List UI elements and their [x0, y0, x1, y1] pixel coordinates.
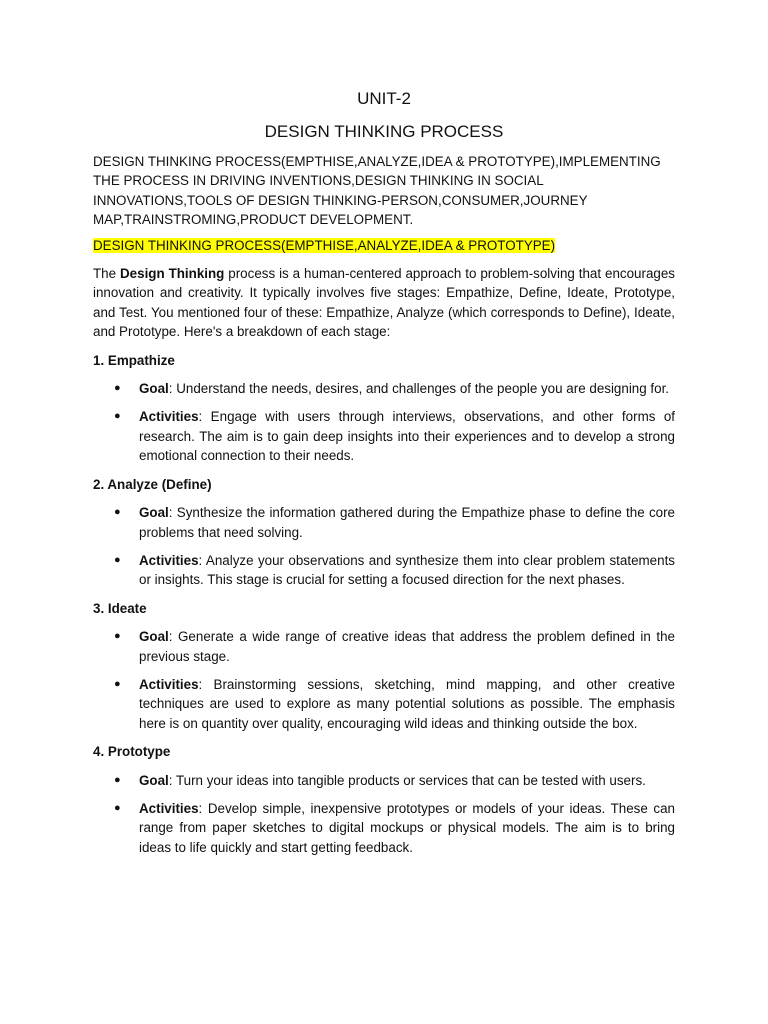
bullet-icon: ●: [114, 677, 121, 690]
stage-section: [93, 475, 675, 590]
highlighted-heading-line: [93, 236, 675, 255]
item-text: : Develop simple, inexpensive prototypes or models of your ideas. These can range from paper sketches to digital mockups or physical models. The aim is to bring ideas to life quickly and start getting feedback.: [139, 800, 675, 855]
item-term: Activities: [139, 800, 199, 816]
bullet-icon: ●: [114, 382, 121, 395]
bullet-icon: ●: [114, 410, 121, 423]
section-heading: 2. Analyze (Define): [93, 476, 212, 492]
bullet-icon: ●: [114, 630, 121, 643]
item-term: Goal: [139, 505, 169, 521]
list-item: [93, 503, 675, 542]
bullet-list: [93, 379, 675, 466]
bullet-icon: ●: [114, 506, 121, 519]
item-text: : Brainstorming sessions, sketching, mind mapping, and other creative techniques are used to explore as many potential solutions as possible. The emphasis here is on quantity over quality, encouraging wild ideas and thinking outside the box.: [139, 676, 675, 731]
intro-paragraph: [93, 264, 675, 342]
list-item: [93, 379, 675, 398]
list-item: [93, 627, 675, 666]
stage-section: [93, 599, 675, 733]
item-term: Goal: [139, 629, 169, 645]
unit-title: UNIT-2: [357, 89, 411, 108]
item-text: : Analyze your observations and synthesize them into clear problem statements or insights. This stage is crucial for setting a focused direction for the next phases.: [139, 552, 675, 588]
intro-bold-term: Design Thinking: [120, 266, 225, 282]
section-heading: 4. Prototype: [93, 744, 171, 760]
item-term: Activities: [139, 552, 199, 568]
item-text: : Understand the needs, desires, and challenges of the people you are designing for.: [168, 381, 670, 397]
list-item: [93, 407, 675, 465]
section-heading: 1. Empathize: [93, 352, 175, 368]
syllabus-paragraph: DESIGN THINKING PROCESS(EMPTHISE,ANALYZE,IDEA & PROTOTYPE),IMPLEMENTING THE PROCESS IN DRIVING INVENTIONS,DESIGN THINKING IN SOCIAL INNOVATIONS,TOOLS OF DESIGN THINKING-PERSON,CONSUMER,JOURNEY MAP,TRAINSTROMING,PRODUCT DEVELOPMENT.: [93, 154, 661, 228]
stage-section: [93, 742, 675, 857]
item-term: Goal: [139, 381, 169, 397]
item-term: Activities: [139, 409, 199, 425]
item-text: : Generate a wide range of creative ideas that address the problem defined in the previous stage.: [139, 629, 675, 664]
intro-text-before: The: [93, 266, 120, 282]
bullet-list: [93, 771, 675, 858]
item-text: : Turn your ideas into tangible products or services that can be tested with users.: [168, 772, 646, 788]
list-item: [93, 799, 675, 857]
highlighted-heading: DESIGN THINKING PROCESS(EMPTHISE,ANALYZE,IDEA & PROTOTYPE): [93, 237, 556, 253]
page-title: DESIGN THINKING PROCESS: [264, 122, 504, 141]
bullet-icon: ●: [114, 553, 121, 566]
document-content: [93, 86, 675, 866]
bullet-list: [93, 503, 675, 590]
item-term: Goal: [139, 772, 169, 788]
bullet-list: [93, 627, 675, 733]
section-heading: 3. Ideate: [93, 600, 147, 616]
item-text: : Engage with users through interviews, observations, and other forms of research. The aim is to gain deep insights into their experiences and to develop a strong emotional connection to their needs.: [139, 409, 675, 464]
list-item: [93, 551, 675, 590]
item-text: : Synthesize the information gathered during the Empathize phase to define the core problems that need solving.: [139, 505, 675, 540]
bullet-icon: ●: [114, 801, 121, 814]
list-item: [93, 771, 675, 790]
stage-sections: [93, 351, 675, 858]
list-item: [93, 675, 675, 733]
bullet-icon: ●: [114, 773, 121, 786]
stage-section: [93, 351, 675, 466]
item-term: Activities: [139, 676, 199, 692]
intro-text-after: process is a human-centered approach to problem-solving that encourages innovation and creativity. It typically involves five stages: Empathize, Define, Ideate, Prototype, and Test. You mentioned four of these: Empathize, Analyze (which corresponds to Define), Ideate, and Prototype. Here's a breakdown of each stage:: [93, 266, 676, 340]
